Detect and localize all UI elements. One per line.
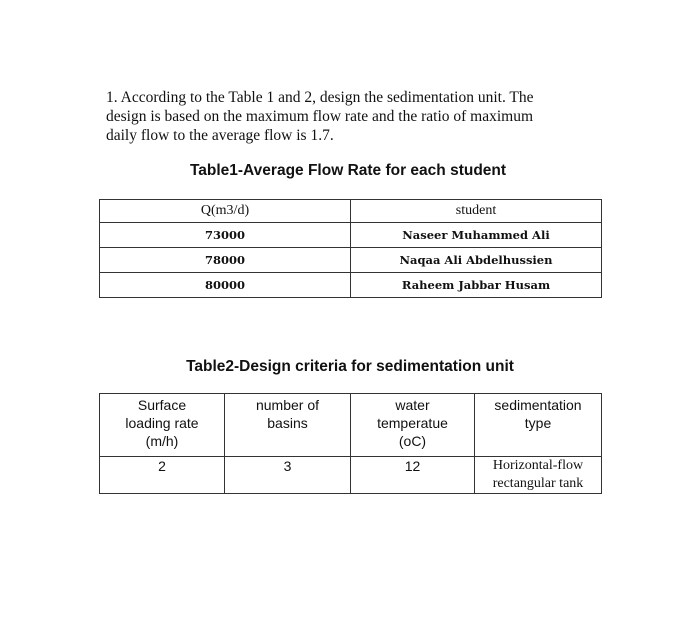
flow-rate-cell: 78000 [100, 248, 351, 273]
table-row [100, 457, 602, 494]
header-line: basins [267, 415, 308, 431]
header-surface-loading-rate [100, 394, 225, 457]
header-line: temperatue [377, 415, 448, 431]
question-line: daily flow to the average flow is 1.7. [106, 127, 334, 144]
header-line: (oC) [398, 433, 427, 449]
table-header-row [100, 200, 602, 223]
header-line: sedimentation [494, 397, 582, 413]
table1-caption: Table1-Average Flow Rate for each student [189, 162, 507, 179]
surface-loading-rate-value: 2 [100, 457, 225, 494]
student-cell: Naseer Muhammed Ali [351, 223, 602, 248]
header-number-of-basins [225, 394, 351, 457]
flow-rate-cell: 80000 [100, 273, 351, 298]
student-cell: Naqaa Ali Abdelhussien [351, 248, 602, 273]
header-line: (m/h) [145, 433, 179, 449]
header-student: student [351, 200, 602, 223]
table-row [100, 273, 602, 298]
question-text [106, 88, 576, 145]
table-row [100, 248, 602, 273]
table1-average-flow [99, 199, 602, 298]
header-line: number of [255, 397, 320, 413]
water-temperature-value: 12 [351, 457, 475, 494]
sedimentation-type-value [475, 457, 602, 494]
question-line: design is based on the maximum flow rate and the ratio of maximum [106, 108, 534, 125]
header-water-temperature [351, 394, 475, 457]
header-line: type [524, 415, 552, 431]
table2-caption: Table2-Design criteria for sedimentation unit [186, 358, 514, 375]
header-sedimentation-type [475, 394, 602, 457]
question-line: 1. According to the Table 1 and 2, design the sedimentation unit. The [106, 89, 534, 106]
header-flow-rate: Q(m3/d) [100, 200, 351, 223]
header-line: Surface [137, 397, 187, 413]
header-line: water [395, 397, 430, 413]
table2-design-criteria [99, 393, 602, 494]
number-of-basins-value: 3 [225, 457, 351, 494]
table-header-row [100, 394, 602, 457]
value-line: Horizontal-flow [492, 458, 584, 473]
student-cell: Raheem Jabbar Husam [351, 273, 602, 298]
flow-rate-cell: 73000 [100, 223, 351, 248]
header-line: loading rate [125, 415, 199, 431]
value-line: rectangular tank [492, 476, 584, 491]
table-row [100, 223, 602, 248]
